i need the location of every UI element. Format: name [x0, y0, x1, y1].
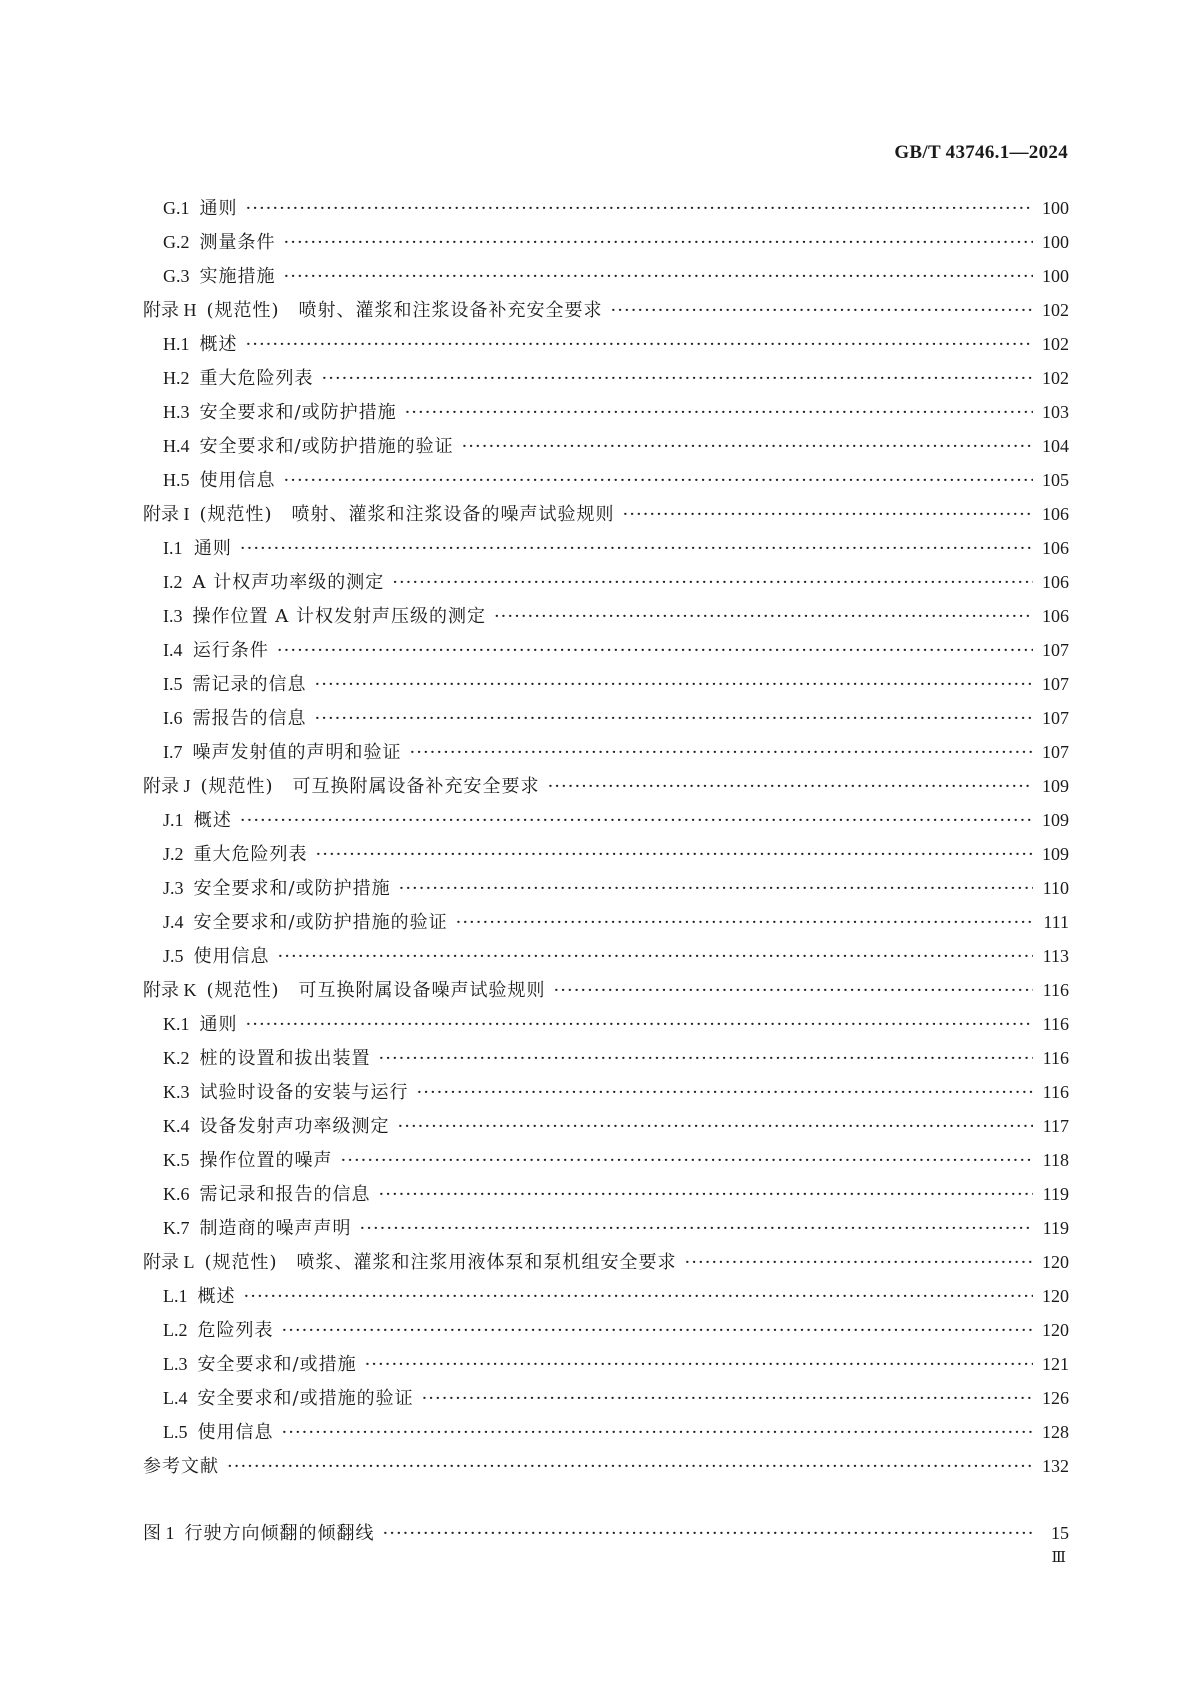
toc-entry-label: 操作位置的噪声: [199, 1150, 333, 1171]
toc-entry-number: H.5: [163, 470, 190, 490]
toc-entry-number: H.4: [163, 436, 190, 456]
toc-entry-label: 危险列表: [197, 1320, 274, 1341]
toc-entry-label: 操作位置 A 计权发射声压级的测定: [192, 606, 486, 627]
toc-entry-label: 运行条件: [192, 640, 269, 661]
toc-entry-number: J.4: [163, 912, 184, 932]
toc-entry-page: 120: [1042, 1320, 1069, 1340]
toc-entry-page: 116: [1042, 1082, 1069, 1102]
toc-entry-page: 106: [1042, 606, 1069, 626]
leader-dots: [462, 430, 1033, 464]
toc-entry-number: J.5: [163, 946, 184, 966]
toc-entry-label: 需报告的信息: [192, 708, 307, 729]
toc-entry-page: 102: [1042, 368, 1069, 388]
toc-annex-entry[interactable]: [143, 1245, 1069, 1279]
toc-entry-label: 桩的设置和拔出装置: [199, 1048, 371, 1069]
toc-entry-label: 使用信息: [197, 1422, 274, 1443]
leader-dots: [417, 1076, 1034, 1110]
toc-entry[interactable]: [143, 633, 1069, 667]
toc-entry-page: 107: [1042, 640, 1069, 660]
toc-entry-page: 103: [1042, 402, 1069, 422]
toc-entry-page: 107: [1042, 708, 1069, 728]
toc-entry-number: K.3: [163, 1082, 190, 1102]
toc-entry-page: 126: [1042, 1388, 1069, 1408]
toc-entry-label: 安全要求和/或防护措施的验证: [193, 912, 448, 933]
toc-entry-number: H.1: [163, 334, 190, 354]
toc-entry-number: K.4: [163, 1116, 190, 1136]
leader-dots: [282, 1416, 1034, 1450]
toc-entry[interactable]: [143, 837, 1069, 871]
toc-entry-label: (规范性) 喷浆、灌浆和注浆用液体泵和泵机组安全要求: [204, 1252, 677, 1273]
toc-entry-number: J.2: [163, 844, 184, 864]
toc-entry[interactable]: [143, 905, 1069, 939]
toc-entry[interactable]: [143, 361, 1069, 395]
toc-entry-number: K.6: [163, 1184, 190, 1204]
toc-entry-page: 119: [1042, 1218, 1069, 1238]
toc-entry-label: 重大危险列表: [193, 844, 308, 865]
toc-entry-label: 使用信息: [193, 946, 270, 967]
toc-entry-page: 132: [1042, 1456, 1069, 1476]
toc-entry-number: I.6: [163, 708, 183, 728]
toc-entry[interactable]: [143, 1347, 1069, 1381]
toc-entry[interactable]: [143, 191, 1069, 225]
toc-entry[interactable]: [143, 225, 1069, 259]
leader-dots: [379, 1042, 1034, 1076]
toc-entry-number: I.5: [163, 674, 183, 694]
toc-entry-label: 通则: [199, 198, 238, 219]
toc-entry-label: 安全要求和/或防护措施: [199, 402, 397, 423]
toc-entry-number: 附录 H: [143, 300, 197, 320]
toc-entry-number: G.2: [163, 232, 190, 252]
toc-entry-page: 104: [1042, 436, 1069, 456]
toc-entry[interactable]: [143, 1211, 1069, 1245]
toc-entry-page: 116: [1042, 1014, 1069, 1034]
toc-entry-label: (规范性) 喷射、灌浆和注浆设备的噪声试验规则: [199, 504, 615, 525]
toc-entry-number: I.2: [163, 572, 183, 592]
toc-entry-number: G.1: [163, 198, 190, 218]
toc-entry[interactable]: [143, 565, 1069, 599]
toc-entry[interactable]: [143, 871, 1069, 905]
toc-entry[interactable]: [143, 395, 1069, 429]
toc-entry-page: 110: [1042, 878, 1069, 898]
toc-entry-label: 安全要求和/或措施的验证: [197, 1388, 414, 1409]
leader-dots: [240, 804, 1033, 838]
list-of-figures: [143, 1516, 1069, 1550]
leader-dots: [322, 362, 1034, 396]
toc-entry-label: 需记录和报告的信息: [199, 1184, 371, 1205]
toc-entry-number: L.5: [163, 1422, 188, 1442]
toc-entry-label: (规范性) 可互换附属设备补充安全要求: [200, 776, 540, 797]
leader-dots: [611, 294, 1033, 328]
toc-entry[interactable]: [143, 803, 1069, 837]
toc-entry-number: J.3: [163, 878, 184, 898]
leader-dots: [227, 1450, 1033, 1484]
leader-dots: [494, 600, 1033, 634]
toc-entry-page: 102: [1042, 300, 1069, 320]
toc-entry-label: 噪声发射值的声明和验证: [192, 742, 402, 763]
toc-entry-page: 100: [1042, 232, 1069, 252]
toc-entry-page: 116: [1042, 1048, 1069, 1068]
toc-entry-page: 105: [1042, 470, 1069, 490]
leader-dots: [456, 906, 1033, 940]
toc-entry-page: 107: [1042, 674, 1069, 694]
toc-entry[interactable]: [143, 1313, 1069, 1347]
toc-entry-page: 121: [1042, 1354, 1069, 1374]
toc-entry[interactable]: [143, 259, 1069, 293]
toc-entry-number: 附录 I: [143, 504, 190, 524]
toc-entry-label: 安全要求和/或防护措施的验证: [199, 436, 454, 457]
toc-entry[interactable]: [143, 1041, 1069, 1075]
toc-entry-page: 118: [1042, 1150, 1069, 1170]
leader-dots: [284, 260, 1034, 294]
toc-entry-page: 109: [1042, 844, 1069, 864]
toc-entry-label: (规范性) 喷射、灌浆和注浆设备补充安全要求: [206, 300, 603, 321]
toc-entry-number: I.4: [163, 640, 183, 660]
toc-entry-label: 重大危险列表: [199, 368, 314, 389]
toc-entry[interactable]: [143, 463, 1069, 497]
page-number: Ⅲ: [1051, 1550, 1066, 1566]
leader-dots: [422, 1382, 1033, 1416]
leader-dots: [405, 396, 1033, 430]
toc-entry[interactable]: [143, 1279, 1069, 1313]
toc-entry-number: I.1: [163, 538, 183, 558]
toc-entry-label: 使用信息: [199, 470, 276, 491]
leader-dots: [383, 1517, 1034, 1551]
toc-entry[interactable]: [143, 701, 1069, 735]
toc-entry[interactable]: [143, 667, 1069, 701]
toc-entry-page: 106: [1042, 504, 1069, 524]
toc-entry[interactable]: [143, 1381, 1069, 1415]
leader-dots: [244, 1280, 1034, 1314]
toc-entry-label: 测量条件: [199, 232, 276, 253]
leader-dots: [284, 226, 1034, 260]
toc-entry[interactable]: [143, 1007, 1069, 1041]
leader-dots: [554, 974, 1033, 1008]
toc-entry[interactable]: [143, 1415, 1069, 1449]
toc-entry-label: A 计权声功率级的测定: [192, 572, 385, 593]
leader-dots: [240, 532, 1033, 566]
toc-entry-label: 实施措施: [199, 266, 276, 287]
leader-dots: [398, 1110, 1034, 1144]
toc-entry[interactable]: [143, 429, 1069, 463]
toc-entry-number: L.4: [163, 1388, 188, 1408]
toc-entry-page: 113: [1042, 946, 1069, 966]
toc-entry-label: 概述: [193, 810, 232, 831]
toc-entry-label: (规范性) 可互换附属设备噪声试验规则: [206, 980, 546, 1001]
toc-entry-label: 需记录的信息: [192, 674, 307, 695]
toc-entry[interactable]: [143, 599, 1069, 633]
toc-entry-page: 119: [1042, 1184, 1069, 1204]
leader-dots: [341, 1144, 1034, 1178]
toc-entry-page: 100: [1042, 198, 1069, 218]
toc-entry-page: 106: [1042, 538, 1069, 558]
toc-entry-label: 试验时设备的安装与运行: [199, 1082, 409, 1103]
leader-dots: [246, 192, 1034, 226]
toc-entry-label: 概述: [197, 1286, 236, 1307]
toc-entry-page: 116: [1042, 980, 1069, 1000]
toc-entry-page: 111: [1043, 912, 1069, 932]
toc-entry-label: 概述: [199, 334, 238, 355]
leader-dots: [392, 566, 1033, 600]
toc-entry-number: K.7: [163, 1218, 190, 1238]
toc-annex-entry[interactable]: [143, 973, 1069, 1007]
leader-dots: [410, 736, 1034, 770]
leader-dots: [282, 1314, 1034, 1348]
toc-entry-number: 附录 J: [143, 776, 191, 796]
toc-entry-page: 120: [1042, 1286, 1069, 1306]
toc-entry[interactable]: [143, 1143, 1069, 1177]
toc-entry[interactable]: [143, 1075, 1069, 1109]
toc-entry[interactable]: [143, 1109, 1069, 1143]
toc-annex-entry[interactable]: [143, 293, 1069, 327]
leader-dots: [316, 838, 1033, 872]
toc-entry-label: 参考文献: [143, 1456, 219, 1477]
leader-dots: [315, 668, 1034, 702]
figure-entry-page: 15: [1051, 1523, 1069, 1543]
toc-entry-label: 通则: [199, 1014, 238, 1035]
toc-entry-label: 制造商的噪声声明: [199, 1218, 352, 1239]
leader-dots: [278, 940, 1033, 974]
toc-entry-number: 附录 L: [143, 1252, 195, 1272]
toc-entry[interactable]: [143, 327, 1069, 361]
toc-entry-page: 106: [1042, 572, 1069, 592]
toc-entry-label: 安全要求和/或防护措施: [193, 878, 391, 899]
toc-entry[interactable]: [143, 939, 1069, 973]
standard-code: GB/T 43746.1—2024: [894, 142, 1068, 163]
leader-dots: [685, 1246, 1033, 1280]
toc-entry-number: G.3: [163, 266, 190, 286]
leader-dots: [284, 464, 1034, 498]
toc-entry-number: I.3: [163, 606, 183, 626]
leader-dots: [548, 770, 1033, 804]
toc-entry-page: 117: [1042, 1116, 1069, 1136]
leader-dots: [246, 1008, 1034, 1042]
toc-entry-page: 107: [1042, 742, 1069, 762]
toc-entry-number: K.5: [163, 1150, 190, 1170]
leader-dots: [246, 328, 1034, 362]
figure-entry-number: 图 1: [143, 1523, 175, 1543]
toc-entry-page: 120: [1042, 1252, 1069, 1272]
toc-entry-page: 102: [1042, 334, 1069, 354]
toc-annex-entry[interactable]: [143, 497, 1069, 531]
leader-dots: [623, 498, 1033, 532]
leader-dots: [315, 702, 1034, 736]
toc-entry-number: H.2: [163, 368, 190, 388]
leader-dots: [399, 872, 1033, 906]
toc-entry[interactable]: [143, 531, 1069, 565]
figure-entry-label: 行驶方向倾翻的倾翻线: [184, 1523, 375, 1544]
toc-entry-label: 安全要求和/或措施: [197, 1354, 357, 1375]
toc-entry-number: 附录 K: [143, 980, 197, 1000]
toc-entry-page: 109: [1042, 810, 1069, 830]
toc-entry-number: L.3: [163, 1354, 188, 1374]
toc-entry-number: K.2: [163, 1048, 190, 1068]
toc-references-entry[interactable]: [143, 1449, 1069, 1483]
table-of-contents: [143, 191, 1069, 1483]
toc-annex-entry[interactable]: [143, 769, 1069, 803]
toc-entry-number: K.1: [163, 1014, 190, 1034]
leader-dots: [379, 1178, 1034, 1212]
leader-dots: [365, 1348, 1033, 1382]
toc-entry-label: 设备发射声功率级测定: [199, 1116, 390, 1137]
toc-entry-label: 通则: [193, 538, 232, 559]
figure-entry[interactable]: [143, 1516, 1069, 1550]
toc-entry-page: 109: [1042, 776, 1069, 796]
toc-entry-number: L.1: [163, 1286, 188, 1306]
toc-entry[interactable]: [143, 735, 1069, 769]
toc-entry-number: H.3: [163, 402, 190, 422]
toc-entry-page: 100: [1042, 266, 1069, 286]
leader-dots: [360, 1212, 1034, 1246]
toc-entry-page: 128: [1042, 1422, 1069, 1442]
toc-entry[interactable]: [143, 1177, 1069, 1211]
leader-dots: [277, 634, 1033, 668]
toc-entry-number: J.1: [163, 810, 184, 830]
toc-entry-number: L.2: [163, 1320, 188, 1340]
toc-entry-number: I.7: [163, 742, 183, 762]
